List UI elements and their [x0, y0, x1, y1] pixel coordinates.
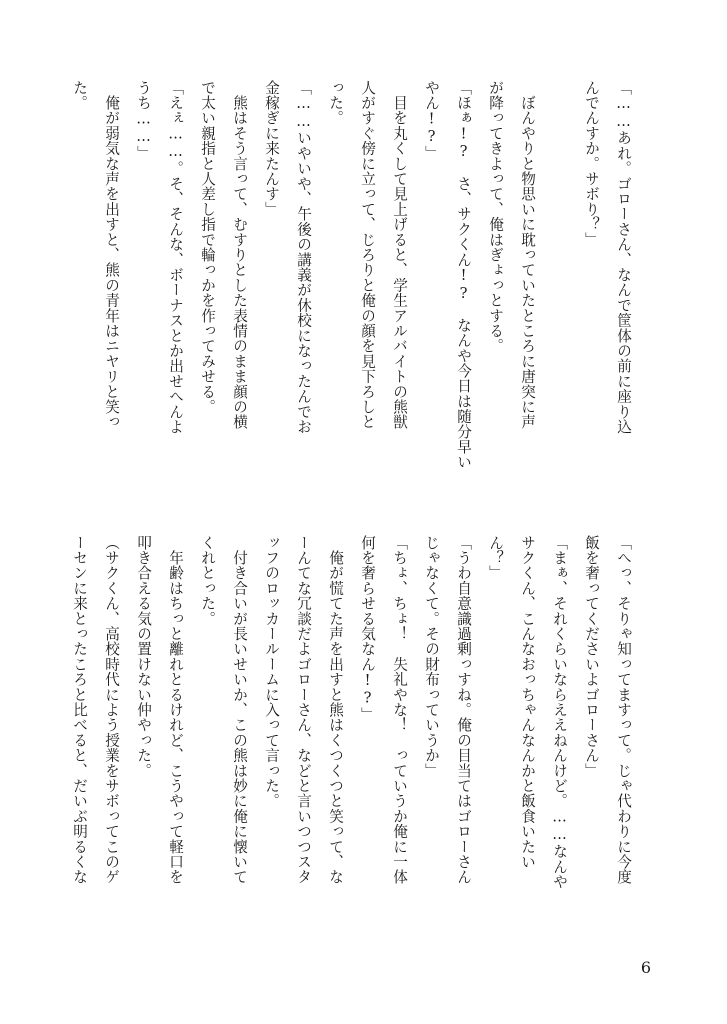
- text-column: ん？」: [487, 535, 504, 581]
- text-column: た。: [71, 80, 88, 111]
- text-column: 俺が慌てた声を出すと熊はくつくつと笑って、な: [327, 535, 344, 885]
- text-column: ーセンに来とったころと比べると、だいぶ明るくな: [71, 535, 88, 885]
- text-column: 熊はそう言って、むすりとした表情のまま顔の横: [231, 80, 248, 430]
- text-column: が降ってきよって、俺はぎょっとする。: [487, 80, 504, 354]
- text-column: サクくん、こんなおっちゃんなんかと飯食いたい: [519, 535, 536, 870]
- text-column: ッフのロッカールームに入って言った。: [263, 535, 280, 809]
- text-column: 「ほぁ!? さ、サクくん!? なんや今日は随分早い: [455, 80, 472, 470]
- blank-column: [543, 80, 575, 500]
- lower-text-block: [71, 535, 639, 955]
- text-column: 目を丸くして見上げると、学生アルバイトの熊獣: [391, 80, 408, 430]
- text-column: （サクくん、高校時代によう授業をサボってこのゲ: [103, 535, 120, 885]
- text-column: 「へっ、そりゃ知ってますって。じゃ代わりに今度: [615, 535, 632, 885]
- text-column: 俺が弱気な声を出すと、熊の青年はニヤリと笑っ: [103, 80, 120, 430]
- text-column: 「ちょ、ちょ！ 失礼やな！ っていうか俺に一体: [391, 535, 408, 885]
- text-column: ぼんやりと物思いに耽っていたところに唐突に声: [519, 80, 536, 430]
- text-column: ーんてな冗談だよゴローさん、などと言いつつスタ: [295, 535, 312, 885]
- text-column: 金稼ぎに来たんす」: [263, 80, 280, 217]
- text-column: じゃなくて。その財布っていうか」: [423, 535, 440, 779]
- text-column: 何を奢らせる気なん!?」: [359, 535, 376, 723]
- text-column: うち……」: [135, 80, 152, 161]
- text-column: 「……いやいや、午後の講義が休校になったんでお: [295, 80, 312, 435]
- upper-text-block: [71, 80, 639, 500]
- text-column: 「まぁ、それくらいならええねんけど。……なんや: [551, 535, 568, 890]
- text-column: った。: [327, 80, 344, 126]
- page-number: 6: [640, 958, 651, 977]
- text-column: で太い親指と人差し指で輪っかを作ってみせる。: [199, 80, 216, 415]
- text-column: 叩き合える気の置けない仲やった。: [135, 535, 152, 779]
- text-column: 「……あれ。ゴローさん、なんで筐体の前に座り込: [615, 80, 632, 435]
- text-column: 飯を奢ってくださいよゴローさん」: [583, 535, 600, 779]
- text-column: 付き合いが長いせいか、この熊は妙に俺に懐いて: [231, 535, 248, 885]
- text-column: んでんすか。サボり？」: [583, 80, 600, 248]
- text-column: 年齢はちっと離れとるけれど、こうやって軽口を: [167, 535, 184, 885]
- text-column: 人がすぐ傍に立って、じろりと俺の顔を見下ろしと: [359, 80, 376, 430]
- text-column: やん!?」: [423, 80, 440, 161]
- text-column: 「うわ自意識過剰っすね。俺の目当てはゴローさん: [455, 535, 472, 885]
- text-column: 「えぇ……。そ、そんな、ボーナスとか出せへんよ: [167, 80, 184, 435]
- text-column: くれとった。: [199, 535, 216, 627]
